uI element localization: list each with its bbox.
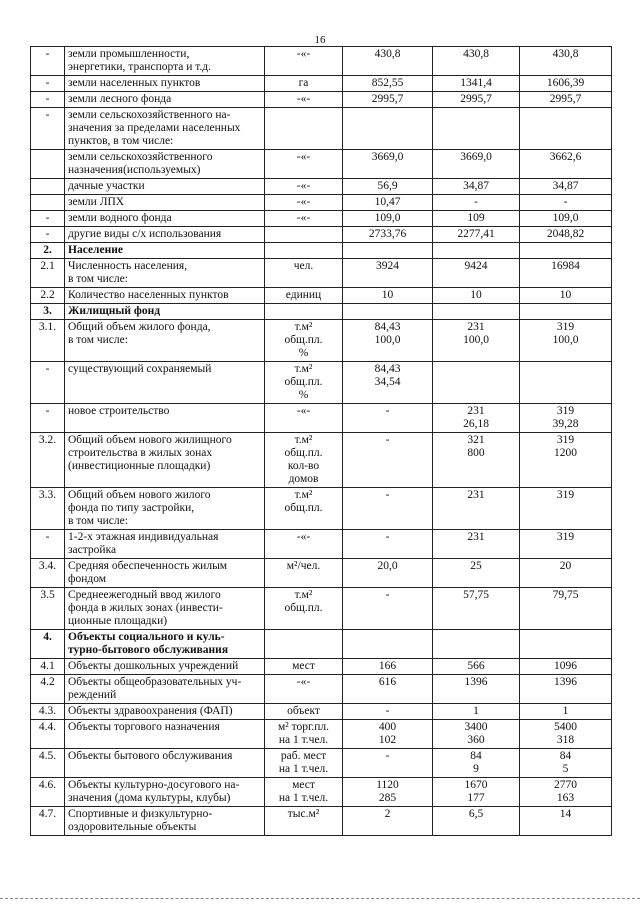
row-unit: чел. (265, 259, 343, 288)
row-unit: га (265, 76, 343, 92)
row-value-estimated: 430,8 (520, 47, 612, 76)
row-number: 4. (31, 630, 65, 659)
table-row (31, 588, 612, 630)
row-name: другие виды с/х использования (65, 227, 265, 243)
row-name: Объекты бытового обслуживания (65, 749, 265, 778)
row-unit: м² торг.пл. на 1 т.чел. (265, 720, 343, 749)
row-value-first-stage: 34,87 (433, 179, 520, 195)
table-row (31, 288, 612, 304)
row-name: земли водного фонда (65, 211, 265, 227)
row-value-estimated: 319 1200 (520, 433, 612, 488)
row-name: земли сельскохозяйственного на- значения за пределами населенных пунктов, в том числе: (65, 108, 265, 150)
table-row (31, 630, 612, 659)
table-row (31, 227, 612, 243)
row-value-existing: 2733,76 (343, 227, 433, 243)
row-unit: раб. мест на 1 т.чел. (265, 749, 343, 778)
row-name: Численность населения, в том числе: (65, 259, 265, 288)
row-value-existing: 166 (343, 659, 433, 675)
row-name: Население (65, 243, 265, 259)
row-number: 2.2 (31, 288, 65, 304)
row-unit (265, 630, 343, 659)
row-name: новое строительство (65, 404, 265, 433)
row-unit: единиц (265, 288, 343, 304)
table-row (31, 243, 612, 259)
row-unit: т.м² общ.пл. % (265, 362, 343, 404)
row-value-first-stage (433, 362, 520, 404)
row-value-estimated: 2770 163 (520, 778, 612, 807)
row-value-estimated: - (520, 195, 612, 211)
row-value-existing: 3669,0 (343, 150, 433, 179)
row-value-first-stage: 109 (433, 211, 520, 227)
row-value-existing: 2 (343, 807, 433, 836)
row-name: земли сельскохозяйственного назначения(используемых) (65, 150, 265, 179)
row-value-estimated: 1396 (520, 675, 612, 704)
page-number: 16 (314, 34, 326, 46)
row-number: 3.1. (31, 320, 65, 362)
row-unit: т.м² общ.пл. % (265, 320, 343, 362)
row-value-first-stage: 1670 177 (433, 778, 520, 807)
row-value-existing: - (343, 488, 433, 530)
row-unit: -«- (265, 530, 343, 559)
row-unit (265, 227, 343, 243)
row-value-estimated: 319 100,0 (520, 320, 612, 362)
row-value-first-stage: 430,8 (433, 47, 520, 76)
row-value-existing: 56,9 (343, 179, 433, 195)
table-row (31, 778, 612, 807)
table-row (31, 92, 612, 108)
row-name: Спортивные и физкультурно- оздоровительные объекты (65, 807, 265, 836)
row-value-estimated: 34,87 (520, 179, 612, 195)
table-row (31, 807, 612, 836)
row-name: Объекты торгового назначения (65, 720, 265, 749)
row-value-estimated: 79,75 (520, 588, 612, 630)
row-value-estimated: 16984 (520, 259, 612, 288)
row-number: 3. (31, 304, 65, 320)
row-unit: -«- (265, 195, 343, 211)
table-row (31, 211, 612, 227)
row-value-estimated: 14 (520, 807, 612, 836)
row-value-estimated: 5400 318 (520, 720, 612, 749)
row-number: - (31, 227, 65, 243)
row-unit: т.м² общ.пл. (265, 588, 343, 630)
row-value-first-stage: 1 (433, 704, 520, 720)
row-number: 4.1 (31, 659, 65, 675)
row-name: Жилищный фонд (65, 304, 265, 320)
row-value-estimated (520, 362, 612, 404)
row-value-existing: - (343, 749, 433, 778)
row-name: земли ЛПХ (65, 195, 265, 211)
row-number: - (31, 404, 65, 433)
table-row (31, 404, 612, 433)
table-row (31, 433, 612, 488)
row-value-estimated: 319 39,28 (520, 404, 612, 433)
row-name: Объекты общеобразовательных уч- реждений (65, 675, 265, 704)
indicators-table (30, 46, 612, 836)
row-unit: -«- (265, 179, 343, 195)
row-value-first-stage: 231 (433, 530, 520, 559)
row-name: Объекты социального и куль- турно-бытового обслуживания (65, 630, 265, 659)
row-value-first-stage: 2277,41 (433, 227, 520, 243)
row-number: - (31, 362, 65, 404)
row-value-estimated: 1606,39 (520, 76, 612, 92)
row-name: Общий объем нового жилищного строительства в жилых зонах (инвестиционные площадки) (65, 433, 265, 488)
row-value-first-stage (433, 243, 520, 259)
row-value-existing (343, 108, 433, 150)
row-value-existing (343, 630, 433, 659)
row-value-estimated (520, 108, 612, 150)
table-row (31, 675, 612, 704)
row-value-estimated: 2995,7 (520, 92, 612, 108)
row-unit: -«- (265, 47, 343, 76)
table-row (31, 559, 612, 588)
row-value-existing: 616 (343, 675, 433, 704)
row-value-first-stage: 9424 (433, 259, 520, 288)
row-number (31, 179, 65, 195)
row-value-existing: - (343, 530, 433, 559)
table-row (31, 47, 612, 76)
row-value-estimated: 20 (520, 559, 612, 588)
row-value-existing: 84,43 34,54 (343, 362, 433, 404)
row-number: 2.1 (31, 259, 65, 288)
row-name: Среднеежегодный ввод жилого фонда в жилых зонах (инвести- ционные площадки) (65, 588, 265, 630)
row-unit: м²/чел. (265, 559, 343, 588)
row-name: земли промышленности, энергетики, транспорта и т.д. (65, 47, 265, 76)
row-unit: -«- (265, 404, 343, 433)
row-number: 3.3. (31, 488, 65, 530)
row-value-estimated: 84 5 (520, 749, 612, 778)
row-value-existing: - (343, 704, 433, 720)
row-number: - (31, 211, 65, 227)
row-number: 3.2. (31, 433, 65, 488)
row-value-existing: 1120 285 (343, 778, 433, 807)
row-value-existing: 20,0 (343, 559, 433, 588)
row-value-first-stage (433, 630, 520, 659)
table-row (31, 362, 612, 404)
row-value-existing: 852,55 (343, 76, 433, 92)
row-number: 2. (31, 243, 65, 259)
row-number: 3.5 (31, 588, 65, 630)
row-value-existing: 430,8 (343, 47, 433, 76)
row-unit (265, 243, 343, 259)
table-row (31, 150, 612, 179)
row-value-first-stage: 2995,7 (433, 92, 520, 108)
row-name: земли населенных пунктов (65, 76, 265, 92)
row-value-estimated: 3662,6 (520, 150, 612, 179)
row-value-estimated (520, 304, 612, 320)
row-unit: тыс.м² (265, 807, 343, 836)
table-row (31, 720, 612, 749)
row-value-first-stage: 6,5 (433, 807, 520, 836)
row-value-existing (343, 243, 433, 259)
table-row (31, 659, 612, 675)
row-unit (265, 108, 343, 150)
row-value-existing: 84,43 100,0 (343, 320, 433, 362)
row-value-first-stage: 1396 (433, 675, 520, 704)
row-unit: объект (265, 704, 343, 720)
row-value-first-stage: 10 (433, 288, 520, 304)
row-value-estimated: 1 (520, 704, 612, 720)
table-row (31, 304, 612, 320)
row-number: 4.2 (31, 675, 65, 704)
row-value-first-stage (433, 108, 520, 150)
row-value-first-stage: 231 (433, 488, 520, 530)
row-value-existing: 10 (343, 288, 433, 304)
row-unit: т.м² общ.пл. (265, 488, 343, 530)
table-row (31, 320, 612, 362)
row-unit (265, 304, 343, 320)
row-value-first-stage: 84 9 (433, 749, 520, 778)
row-number: - (31, 108, 65, 150)
table-row (31, 195, 612, 211)
row-value-estimated (520, 630, 612, 659)
table-row (31, 76, 612, 92)
row-number (31, 150, 65, 179)
row-value-existing: - (343, 588, 433, 630)
row-value-estimated: 2048,82 (520, 227, 612, 243)
row-name: дачные участки (65, 179, 265, 195)
row-value-first-stage: - (433, 195, 520, 211)
row-number: 4.6. (31, 778, 65, 807)
row-unit: мест на 1 т.чел. (265, 778, 343, 807)
row-value-first-stage: 1341,4 (433, 76, 520, 92)
row-value-existing: - (343, 433, 433, 488)
row-name: существующий сохраняемый (65, 362, 265, 404)
row-number: 4.5. (31, 749, 65, 778)
row-value-first-stage: 25 (433, 559, 520, 588)
table-row (31, 530, 612, 559)
row-unit: т.м² общ.пл. кол-во домов (265, 433, 343, 488)
row-value-estimated: 109,0 (520, 211, 612, 227)
row-value-estimated: 10 (520, 288, 612, 304)
row-value-estimated: 319 (520, 530, 612, 559)
row-value-first-stage: 3669,0 (433, 150, 520, 179)
row-value-existing: 400 102 (343, 720, 433, 749)
row-number: 4.3. (31, 704, 65, 720)
row-unit: -«- (265, 675, 343, 704)
table-row (31, 749, 612, 778)
row-value-existing: 109,0 (343, 211, 433, 227)
row-value-estimated: 319 (520, 488, 612, 530)
row-name: Объекты здравоохранения (ФАП) (65, 704, 265, 720)
row-value-existing: - (343, 404, 433, 433)
row-value-first-stage: 566 (433, 659, 520, 675)
row-value-existing (343, 304, 433, 320)
row-name: Общий объем жилого фонда, в том числе: (65, 320, 265, 362)
row-unit: -«- (265, 150, 343, 179)
row-number: 4.7. (31, 807, 65, 836)
row-value-first-stage: 231 100,0 (433, 320, 520, 362)
row-number: - (31, 47, 65, 76)
table-row (31, 108, 612, 150)
bottom-rule (0, 898, 640, 899)
table-row (31, 488, 612, 530)
row-value-existing: 2995,7 (343, 92, 433, 108)
row-value-first-stage: 231 26,18 (433, 404, 520, 433)
table-row (31, 179, 612, 195)
row-number (31, 195, 65, 211)
row-value-existing: 3924 (343, 259, 433, 288)
row-name: земли лесного фонда (65, 92, 265, 108)
row-name: Объекты культурно-досугового на- значения (дома культуры, клубы) (65, 778, 265, 807)
row-unit: -«- (265, 211, 343, 227)
row-value-first-stage: 321 800 (433, 433, 520, 488)
row-unit: мест (265, 659, 343, 675)
row-value-existing: 10,47 (343, 195, 433, 211)
row-value-estimated (520, 243, 612, 259)
row-name: Средняя обеспеченность жилым фондом (65, 559, 265, 588)
row-number: - (31, 92, 65, 108)
row-unit: -«- (265, 92, 343, 108)
row-name: Количество населенных пунктов (65, 288, 265, 304)
row-number: - (31, 76, 65, 92)
row-number: - (31, 530, 65, 559)
row-value-first-stage: 57,75 (433, 588, 520, 630)
row-number: 4.4. (31, 720, 65, 749)
row-value-first-stage (433, 304, 520, 320)
row-name: 1-2-х этажная индивидуальная застройка (65, 530, 265, 559)
table-row (31, 259, 612, 288)
row-name: Общий объем нового жилого фонда по типу застройки, в том числе: (65, 488, 265, 530)
row-value-first-stage: 3400 360 (433, 720, 520, 749)
row-name: Объекты дошкольных учреждений (65, 659, 265, 675)
row-number: 3.4. (31, 559, 65, 588)
table-row (31, 704, 612, 720)
row-value-estimated: 1096 (520, 659, 612, 675)
